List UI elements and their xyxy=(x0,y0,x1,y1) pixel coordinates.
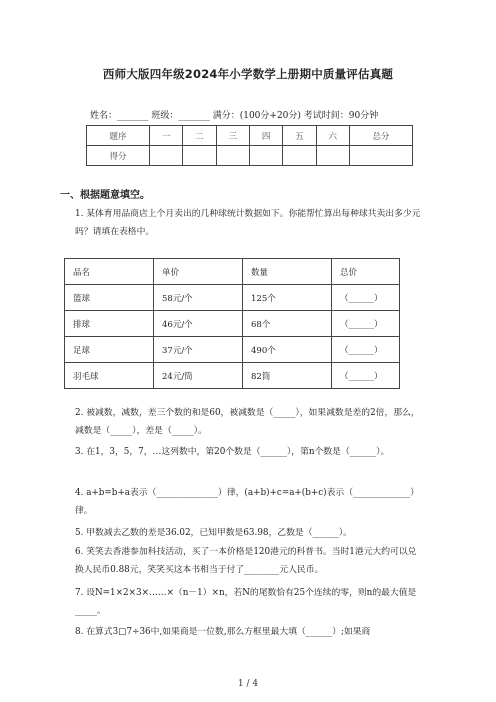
goods-price-cell: 46元/个 xyxy=(154,311,243,337)
question-5: 5. 甲数减去乙数的差是36.02，已知甲数是63.98，乙数是（______）。 xyxy=(75,528,353,538)
goods-name-cell: 排球 xyxy=(65,311,154,337)
goods-qty-cell: 490个 xyxy=(243,337,332,363)
goods-price-cell: 24元/筒 xyxy=(154,363,243,389)
table-row xyxy=(65,363,400,389)
score-header-cell: 六 xyxy=(316,126,349,146)
goods-qty-cell: 125个 xyxy=(243,285,332,311)
goods-total-cell: （______） xyxy=(332,285,400,311)
score-header-cell: 一 xyxy=(150,126,183,146)
goods-header-cell: 品名 xyxy=(65,259,154,285)
question-7: 7. 设N=1×2×3×……×（n－1）×n，若N的尾数恰有25个连续的零，则n的最大值是_____。 xyxy=(75,588,417,616)
score-cell xyxy=(216,146,249,166)
table-row xyxy=(65,285,400,311)
goods-name-cell: 足球 xyxy=(65,337,154,363)
score-header-cell: 题序 xyxy=(87,126,150,146)
score-header-cell: 总分 xyxy=(349,126,412,146)
score-cell xyxy=(283,146,316,166)
goods-table xyxy=(64,258,400,389)
score-table-row xyxy=(87,146,413,166)
score-table-header-row xyxy=(87,126,413,146)
question-4: 4. a+b=b+a表示（______________）律，(a+b)+c=a+(b+c)表示（_____________）律。 xyxy=(75,488,419,516)
goods-price-cell: 58元/个 xyxy=(154,285,243,311)
score-cell xyxy=(316,146,349,166)
question-6: 6. 笑笑去香港参加科技活动，买了一本价格是120港元的科普书。当时1港元大约可以兑换人民币0.88元，笑笑买这本书相当于付了________元人民币。 xyxy=(75,547,417,575)
goods-total-cell: （______） xyxy=(332,311,400,337)
score-header-cell: 四 xyxy=(249,126,282,146)
table-row xyxy=(65,337,400,363)
goods-name-cell: 篮球 xyxy=(65,285,154,311)
question-2: 2. 被减数，减数，差三个数的和是60，被减数是（_____），如果减数是差的2倍，那么，减数是（_____），差是（_____）。 xyxy=(75,408,420,436)
exam-info-line: 姓名：_______ 班级：_______ 满分：(100分+20分) 考试时间：90分钟 xyxy=(90,111,379,121)
score-cell xyxy=(349,146,412,166)
score-header-cell: 三 xyxy=(216,126,249,146)
score-table xyxy=(86,125,413,166)
goods-qty-cell: 82筒 xyxy=(243,363,332,389)
table-row xyxy=(65,311,400,337)
question-3: 3. 在1，3，5，7，…这列数中，第20个数是（______），第n个数是（______）。 xyxy=(75,447,390,457)
page-title: 西师大版四年级2024年小学数学上册期中质量评估真题 xyxy=(102,67,394,81)
goods-total-cell: （______） xyxy=(332,363,400,389)
goods-price-cell: 37元/个 xyxy=(154,337,243,363)
score-cell xyxy=(249,146,282,166)
score-header-cell: 五 xyxy=(283,126,316,146)
page-number: 1 / 4 xyxy=(237,679,259,689)
goods-header-cell: 总价 xyxy=(332,259,400,285)
score-cell xyxy=(150,146,183,166)
score-cell xyxy=(183,146,216,166)
goods-table-header-row xyxy=(65,259,400,285)
goods-qty-cell: 68个 xyxy=(243,311,332,337)
goods-name-cell: 羽毛球 xyxy=(65,363,154,389)
score-row-label: 得分 xyxy=(87,146,150,166)
goods-header-cell: 数量 xyxy=(243,259,332,285)
question-8: 8. 在算式3□7÷36中,如果商是一位数,那么方框里最大填（______）;如果商 xyxy=(75,627,371,637)
goods-header-cell: 单价 xyxy=(154,259,243,285)
question-1: 1. 某体育用品商店上个月卖出的几种球统计数据如下。你能帮忙算出每种球共卖出多少元吗？请填在表格中。 xyxy=(75,209,421,237)
score-header-cell: 二 xyxy=(183,126,216,146)
goods-total-cell: （______） xyxy=(332,337,400,363)
section-heading: 一、根据题意填空。 xyxy=(60,190,150,201)
